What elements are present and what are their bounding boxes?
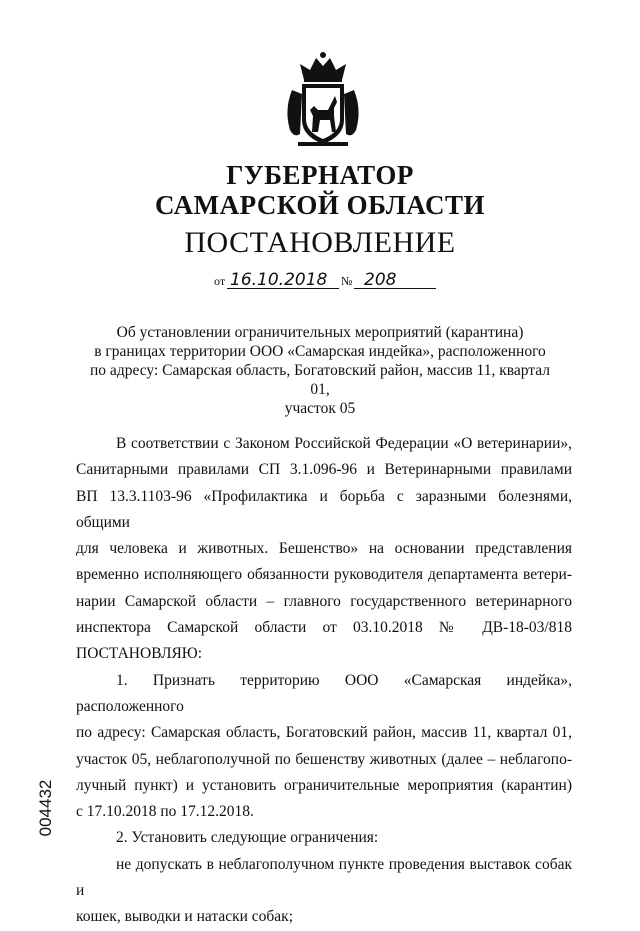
body-line: 2. Установить следующие ограничения: [116,829,379,847]
subject-line: Об установлении ограничительных мероприятий (карантина) [116,324,524,341]
document-type: ПОСТАНОВЛЕНИЕ [184,226,456,259]
date-value: 16.10.2018 [230,270,328,290]
body-line: по адресу: Самарская область, Богатовский район, массив 11, квартал 01, [76,724,572,742]
issuer-line-2: САМАРСКОЙ ОБЛАСТИ [154,190,486,220]
subject-line: в границах территории ООО «Самарская индейка», расположенного [94,343,546,360]
issuer-line-1: ГУБЕРНАТОР [226,160,414,190]
body-line: В соответствии с Законом Российской Федерации «О ветеринарии», [116,435,572,452]
body-line: нарии Самарской области – главного государственного ветеринарного [76,592,572,610]
body-line: не допускать в неблагополучном пункте проведения выставок собак и [76,855,572,900]
body-line: временно исполняющего обязанности руководителя департамента ветери- [76,566,572,584]
body-line: лучный пункт) и установить ограничительные мероприятия (карантин) [76,776,572,794]
body-line: Санитарными правилами СП 3.1.096-96 и Ветеринарными правилами [76,461,572,479]
date-number-line [214,268,436,292]
body-line: для человека и животных. Бешенство» на основании представления [76,540,572,558]
body-line: инспектора Самарской области от 03.10.2018 № ДВ-18-03/818 [76,619,572,637]
number-value: 208 [364,270,397,290]
body-line: кошек, выводки и натаски собак; [76,908,294,926]
document-body [76,431,572,931]
subject-line: участок 05 [284,400,356,417]
document-subject [80,323,560,418]
side-stamp-number [36,772,56,844]
body-line: участок 05, неблагополучной по бешенству животных (далее – неблагопо- [76,750,572,768]
issuer-title [0,160,640,220]
number-label: № [341,274,353,288]
body-line: ВП 13.3.1103-96 «Профилактика и борьба с заразными болезнями, общими [76,487,572,531]
coat-of-arms-emblem [280,50,366,150]
subject-line: по адресу: Самарская область, Богатовский район, массив 11, квартал 01, [90,362,550,398]
body-line: 1. Признать территорию ООО «Самарская индейка», расположенного [76,671,572,715]
date-from-label: от [214,274,226,288]
side-stamp-text: 004432 [36,779,55,837]
body-line: ПОСТАНОВЛЯЮ: [76,645,203,663]
body-line: с 17.10.2018 по 17.12.2018. [76,803,254,821]
